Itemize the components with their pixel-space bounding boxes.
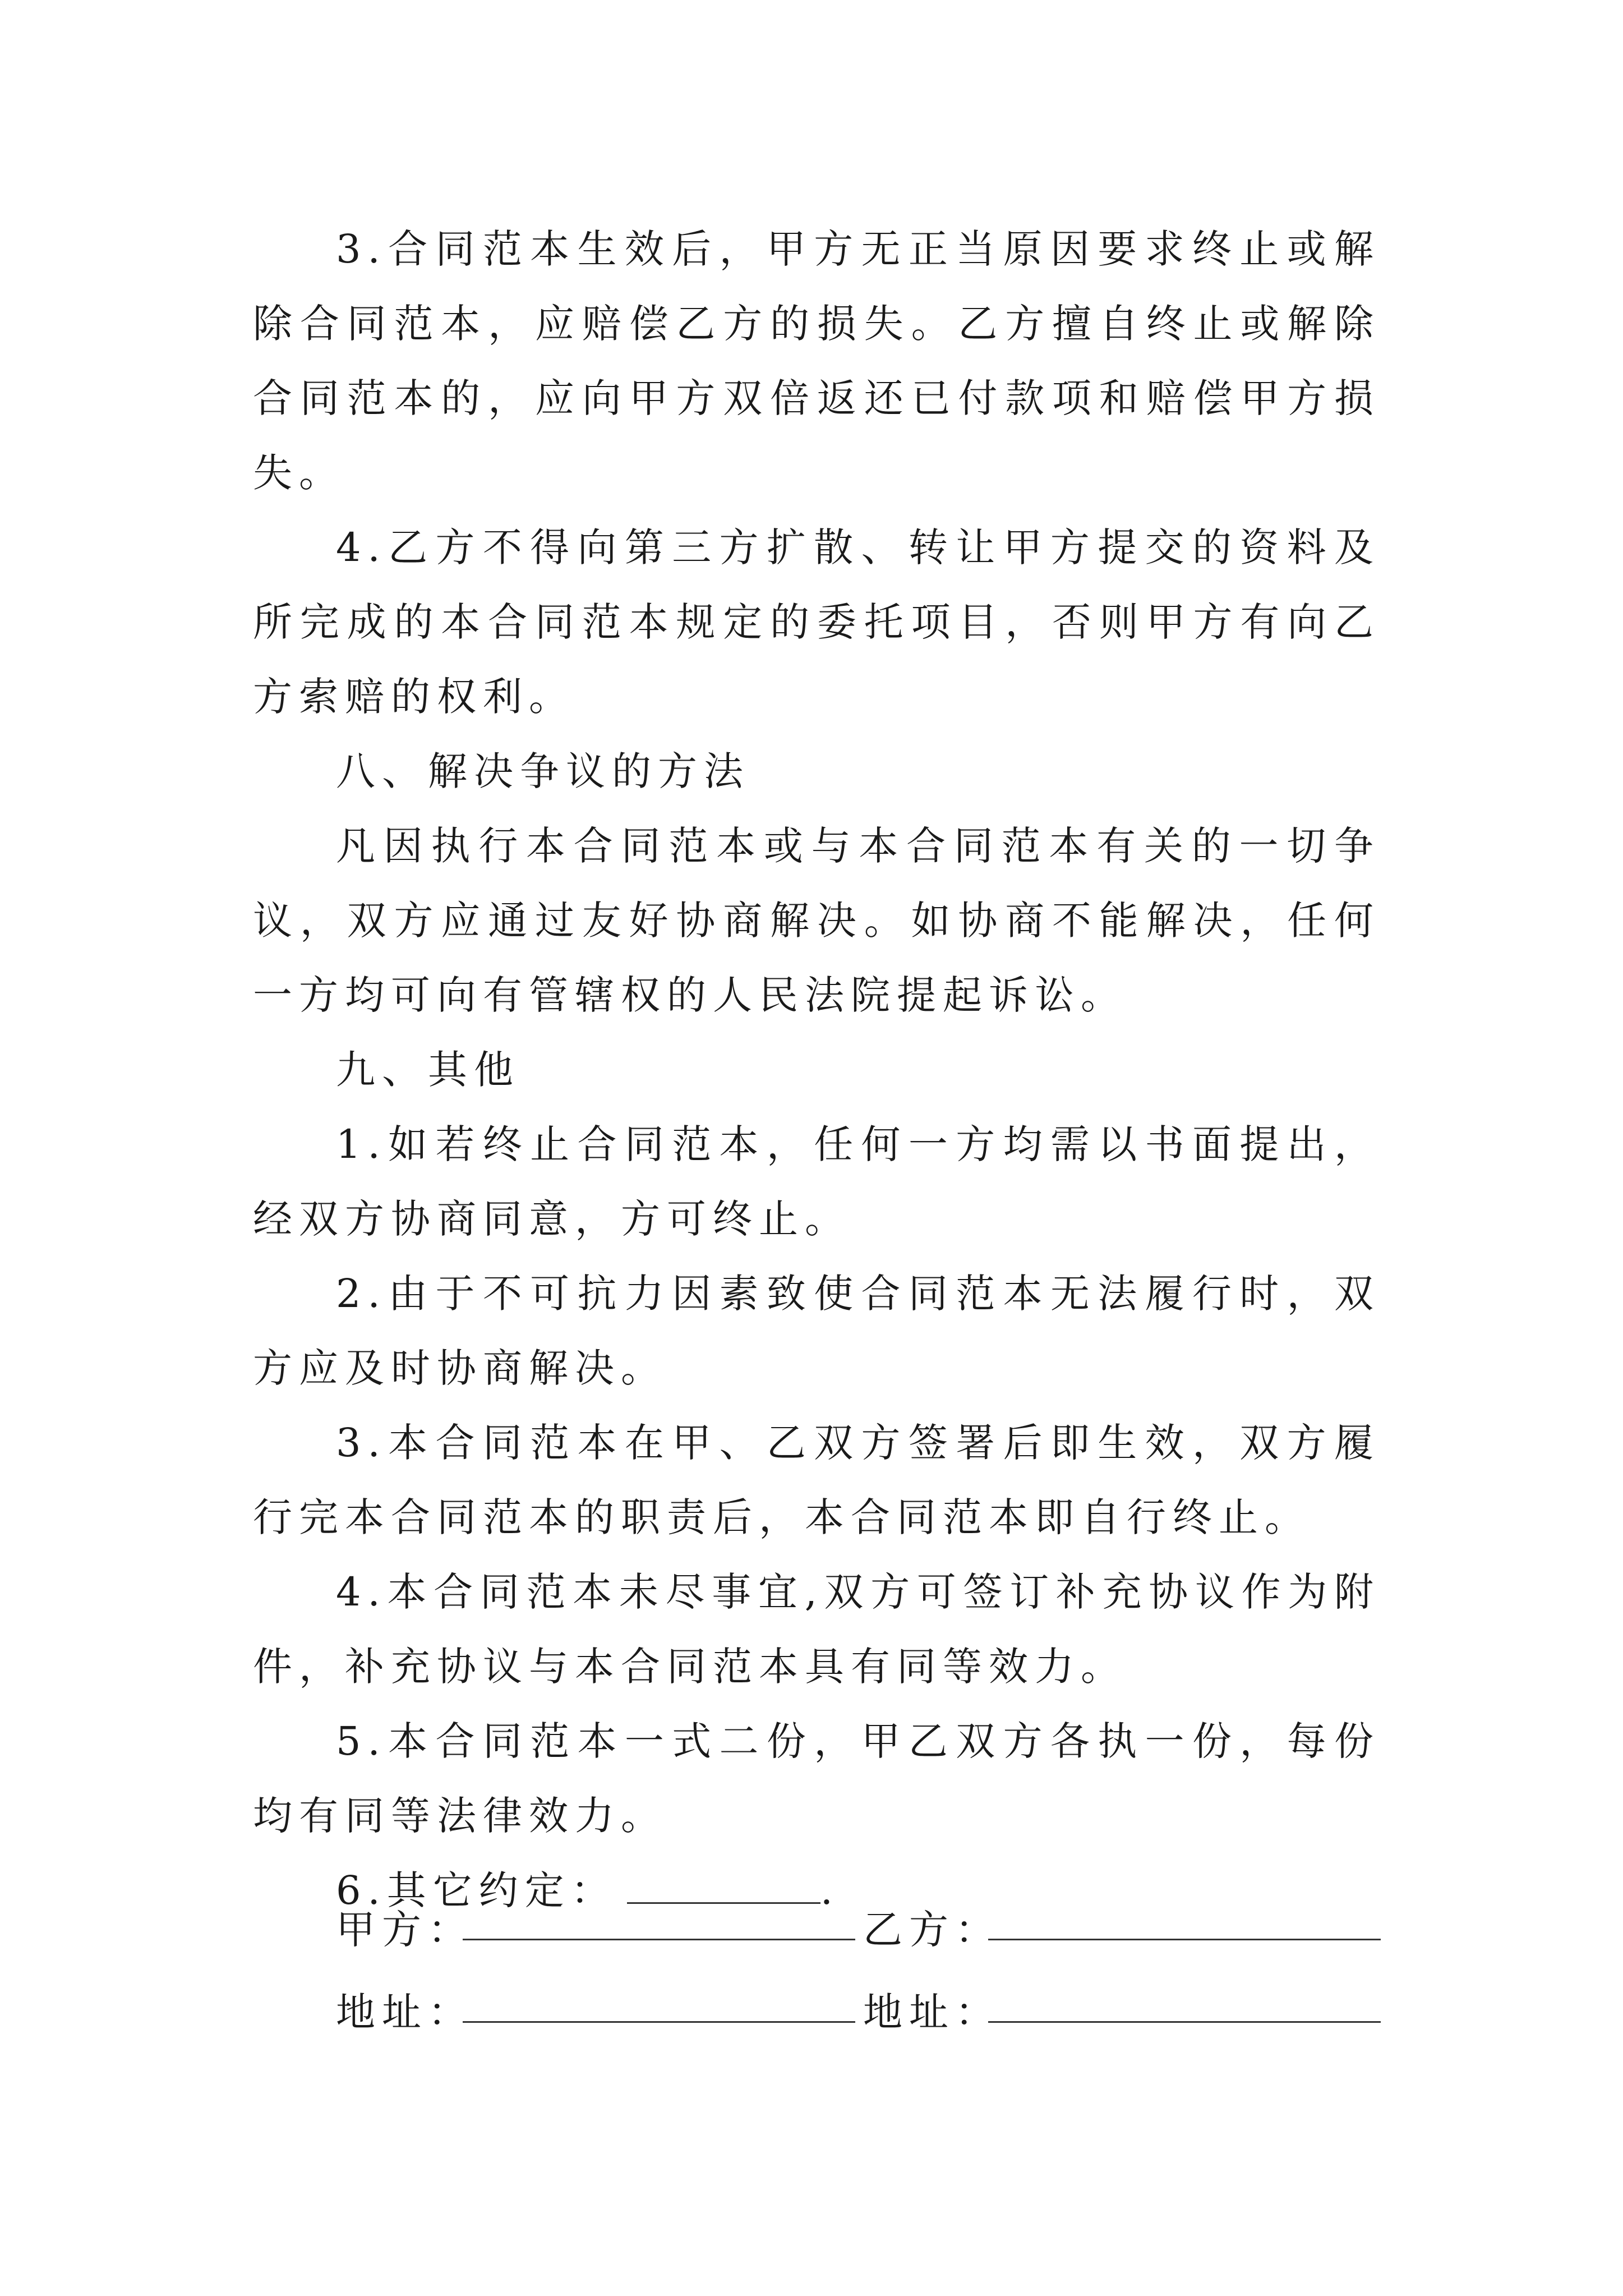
clause-9-1: 1.如若终止合同范本，任何一方均需以书面提出，经双方协商同意，方可终止。 bbox=[253, 1121, 1380, 1242]
party-b-blank bbox=[988, 1939, 1381, 1940]
section-8-heading: 八、解决争议的方法 bbox=[336, 748, 750, 794]
address-a-label: 地址： bbox=[336, 1989, 474, 2035]
other-agreement-suffix: . bbox=[820, 1867, 840, 1913]
party-a-label: 甲方： bbox=[336, 1907, 474, 1953]
address-b-blank bbox=[988, 2021, 1381, 2023]
address-b-label: 地址： bbox=[863, 1989, 1001, 2035]
contract-body bbox=[253, 212, 1380, 1928]
clause-7-3: 3.合同范本生效后，甲方无正当原因要求终止或解除合同范本，应赔偿乙方的损失。乙方擅自终止或解除合同范本的，应向甲方双倍返还已付款项和赔偿甲方损失。 bbox=[253, 226, 1380, 496]
section-8-text: 凡因执行本合同范本或与本合同范本有关的一切争议，双方应通过友好协商解决。如协商不能解决，任何一方均可向有管辖权的人民法院提起诉讼。 bbox=[253, 823, 1380, 1018]
clause-7-4: 4.乙方不得向第三方扩散、转让甲方提交的资料及所完成的本合同范本规定的委托项目，否则甲方有向乙方索赔的权利。 bbox=[253, 524, 1380, 720]
clause-9-3: 3.本合同范本在甲、乙双方签署后即生效，双方履行完本合同范本的职责后，本合同范本即自行终止。 bbox=[253, 1420, 1380, 1540]
address-a-blank bbox=[463, 2021, 855, 2023]
clause-9-2: 2.由于不可抗力因素致使合同范本无法履行时，双方应及时协商解决。 bbox=[253, 1271, 1380, 1391]
other-agreement-blank bbox=[627, 1869, 820, 1904]
clause-9-5: 5.本合同范本一式二份，甲乙双方各执一份，每份均有同等法律效力。 bbox=[253, 1718, 1380, 1839]
party-b-label: 乙方： bbox=[863, 1907, 1001, 1953]
clause-9-4: 4.本合同范本未尽事宜,双方可签订补充协议作为附件，补充协议与本合同范本具有同等效力。 bbox=[253, 1569, 1380, 1690]
other-agreement-label: 6.其它约定： bbox=[336, 1867, 617, 1913]
section-9-heading: 九、其他 bbox=[336, 1047, 520, 1093]
party-a-blank bbox=[463, 1939, 855, 1940]
